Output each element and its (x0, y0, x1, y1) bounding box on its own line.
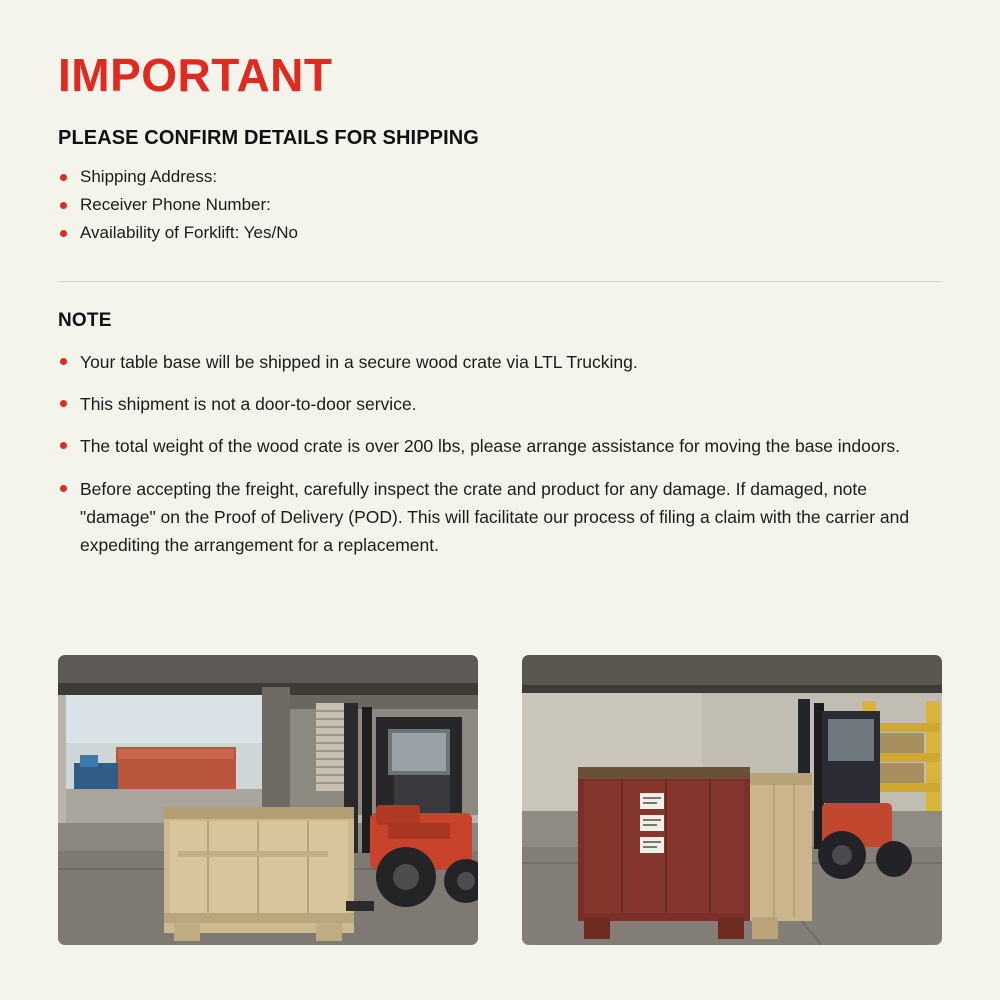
section-divider (58, 281, 942, 282)
note-section-heading: NOTE (58, 309, 112, 331)
list-item: Availability of Forklift: Yes/No (58, 220, 942, 246)
page-title: IMPORTANT (58, 49, 333, 101)
list-item: Your table base will be shipped in a secure wood crate via LTL Trucking. (58, 348, 942, 376)
confirm-details-list (58, 164, 942, 247)
list-item: The total weight of the wood crate is over 200 lbs, please arrange assistance for moving the base indoors. (58, 432, 942, 460)
list-item: Receiver Phone Number: (58, 192, 942, 218)
warehouse-forklift-illustration (58, 655, 478, 945)
crate-photo-right (522, 655, 942, 945)
note-list (58, 348, 942, 560)
list-item: Before accepting the freight, carefully inspect the crate and product for any damage. If damaged, note "damage" on the Proof of Delivery (POD). This will facilitate our process of filing a claim with the carrier and expediting the arrangement for a replacement. (58, 475, 942, 560)
list-item: This shipment is not a door-to-door service. (58, 390, 942, 418)
crate-photo-left (58, 655, 478, 945)
list-item: Shipping Address: (58, 164, 942, 190)
warehouse-forklift-dark-crate-illustration (522, 655, 942, 945)
confirm-section-heading: PLEASE CONFIRM DETAILS FOR SHIPPING (58, 126, 479, 149)
photo-gallery (58, 655, 942, 945)
